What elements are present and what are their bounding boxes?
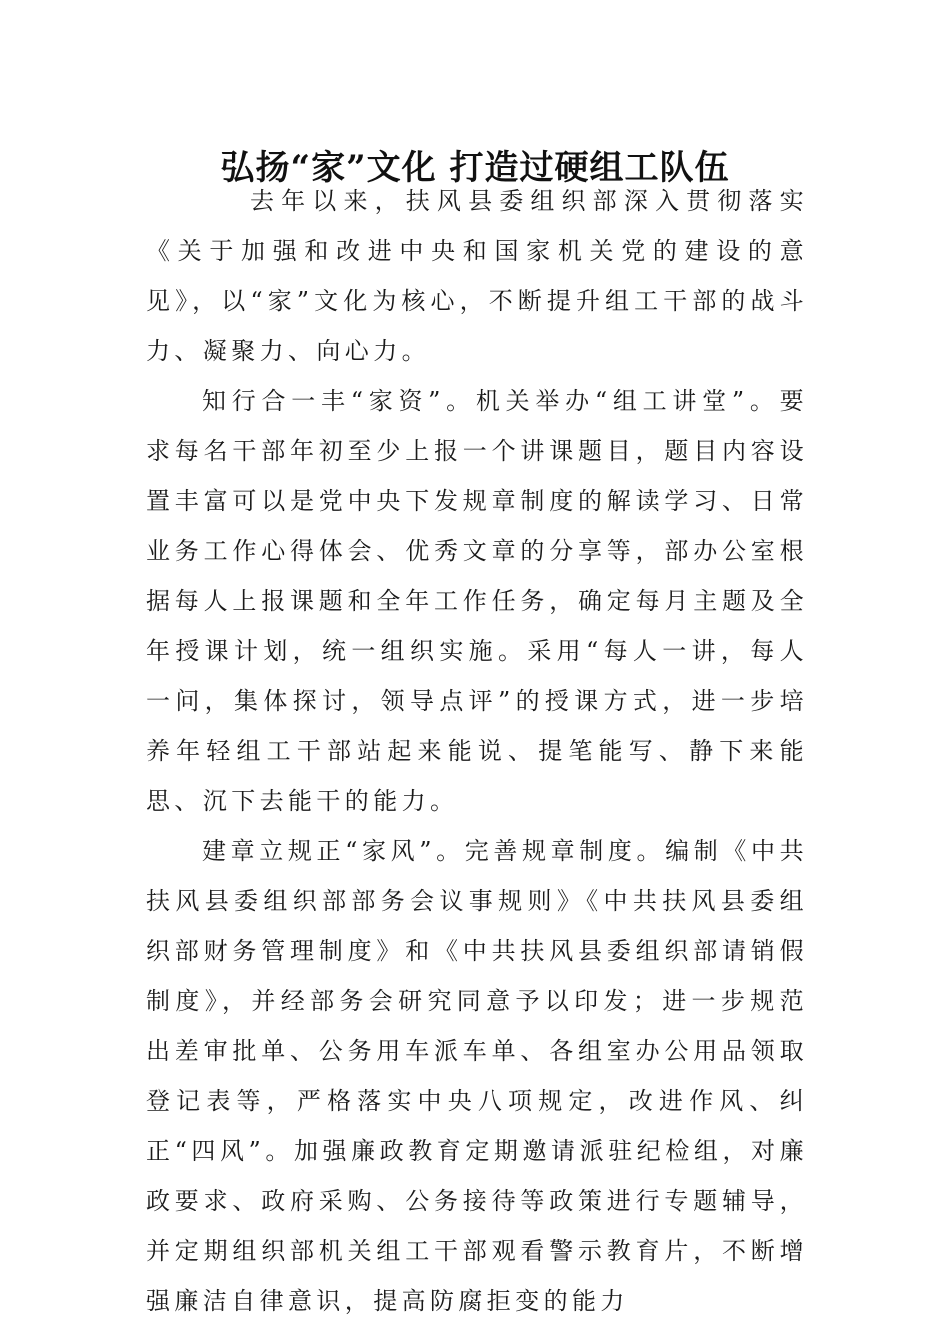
document-body [146, 176, 808, 1326]
document-title: 弘扬“家”文化 打造过硬组工队伍 [220, 147, 730, 188]
paragraph-jiazi: 知行合一丰“家资”。机关举办“组工讲堂”。要求每名干部年初至少上报一个讲课题目，题目内容设置丰富可以是党中央下发规章制度的解读学习、日常业务工作心得体会、优秀文章的分享等，部办公室根据每人上报课题和全年工作任务，确定每月主题及全年授课计划，统一组织实施。采用“每人一讲，每人一问，集体探讨，领导点评”的授课方式，进一步培养年轻组工干部站起来能说、提笔能写、静下来能思、沉下去能干的能力。 [146, 387, 808, 815]
paragraph-intro: 去年以来，扶风县委组织部深入贯彻落实《关于加强和改进中央和国家机关党的建设的意见》，以“家”文化为核心，不断提升组工干部的战斗力、凝聚力、向心力。 [146, 187, 808, 365]
paragraph-jiafeng: 建章立规正“家风”。完善规章制度。编制《中共扶风县委组织部部务会议事规则》《中共扶风县委组织部财务管理制度》和《中共扶风县委组织部请销假制度》，并经部务会研究同意予以印发；进一步规范出差审批单、公务用车派车单、各组室办公用品领取登记表等，严格落实中央八项规定，改进作风、纠正“四风”。加强廉政教育定期邀请派驻纪检组，对廉政要求、政府采购、公务接待等政策进行专题辅导，并定期组织部机关组工干部观看警示教育片，不断增强廉洁自律意识，提高防腐拒变的能力 [146, 837, 808, 1315]
